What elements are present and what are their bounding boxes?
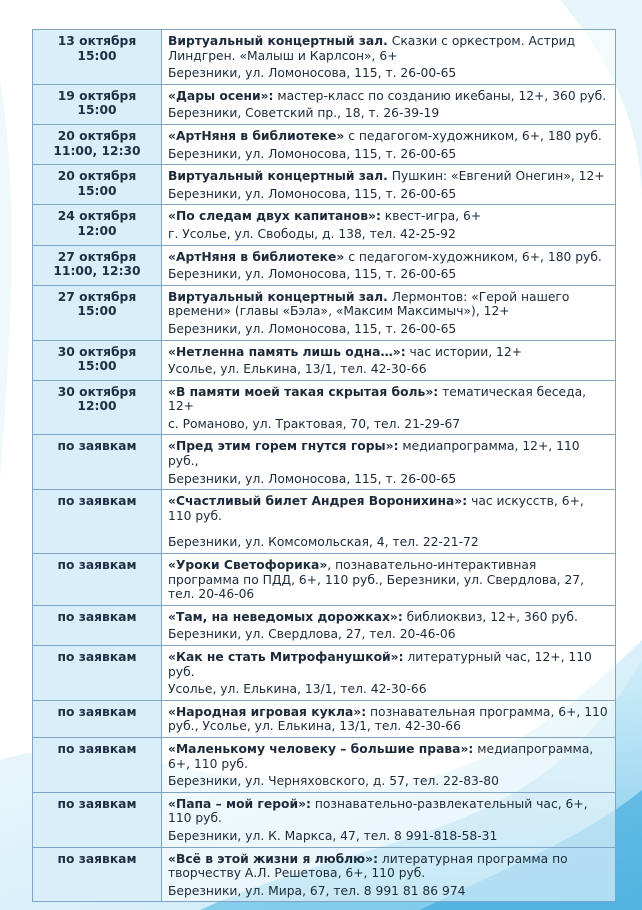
event-address: Усолье, ул. Елькина, 13/1, тел. 42-30-66: [168, 682, 427, 697]
event-row: [33, 124, 616, 164]
event-details: тематическая беседа, 12+: [168, 384, 587, 414]
event-description-cell: [162, 847, 616, 902]
event-title: «Как не стать Митрофанушкой»:: [168, 650, 404, 664]
event-description: [168, 610, 609, 625]
event-row: [33, 554, 616, 606]
event-title: «Уроки Светофорика»: [168, 558, 328, 573]
event-description: [168, 558, 609, 602]
event-description-cell: [162, 700, 616, 737]
event-description: [168, 385, 609, 414]
event-address: г. Усолье, ул. Свободы, д. 138, тел. 42-25-92: [168, 226, 456, 241]
event-title: «Всё в этой жизни я люблю»:: [168, 851, 378, 866]
event-description-cell: [162, 605, 616, 645]
event-description: [168, 89, 609, 104]
event-date-cell: [33, 435, 162, 490]
event-date-cell: [33, 84, 162, 124]
event-description: [168, 439, 609, 468]
event-details: час истории, 12+: [405, 344, 523, 359]
event-title: «Дары осени»:: [168, 88, 274, 103]
event-row: [33, 435, 616, 490]
event-address: Березники, ул. Ломоносова, 115, т. 26-00-65: [168, 321, 457, 336]
event-details: познавательно-развлекательный час, 6+, 110 руб.: [168, 796, 588, 826]
event-row: [33, 340, 616, 380]
event-row: [33, 490, 616, 554]
event-title: «АртНяня в библиотеке»: [168, 128, 345, 143]
event-title: «Папа – мой герой»:: [168, 796, 311, 811]
event-row: [33, 380, 616, 435]
event-row: [33, 205, 616, 245]
event-details: с педагогом-художником, 6+, 180 руб.: [344, 128, 602, 143]
event-description-cell: [162, 646, 616, 701]
event-row: [33, 847, 616, 902]
event-date-cell: [33, 30, 162, 85]
event-description: [168, 129, 609, 144]
event-address: Березники, Советский пр., 18, т. 26-39-19: [168, 106, 440, 121]
event-date: по заявкам: [57, 439, 137, 454]
event-title: Виртуальный концертный зал.: [168, 289, 388, 304]
event-address: Березники, ул. Ломоносова, 115, т. 26-00-65: [168, 146, 457, 161]
event-details: квест-игра, 6+: [380, 209, 482, 224]
event-date-cell: [33, 737, 162, 792]
event-row: [33, 792, 616, 847]
event-title: «АртНяня в библиотеке»: [168, 249, 345, 264]
event-date-cell: [33, 285, 162, 340]
event-address: с. Романово, ул. Трактовая, 70, тел. 21-29-67: [168, 416, 461, 431]
event-description-cell: [162, 165, 616, 205]
event-date: по заявкам: [57, 558, 137, 573]
event-address: Березники, ул. Ломоносова, 115, т. 26-00-65: [168, 471, 457, 486]
event-details: медиапрограмма, 12+, 110 руб.,: [168, 439, 580, 469]
event-title: «Счастливый билет Андрея Воронихина»:: [168, 494, 468, 509]
event-date-cell: [33, 205, 162, 245]
event-time: 11:00, 12:30: [53, 143, 141, 158]
event-address: Березники, ул. Комсомольская, 4, тел. 22-21-72: [168, 535, 479, 550]
event-date: 24 октября: [57, 209, 137, 224]
event-date: по заявкам: [57, 650, 137, 664]
event-details: познавательная программа, 6+, 110 руб., Усолье, ул. Елькина, 13/1, тел. 42-30-66: [168, 704, 608, 734]
event-description-cell: [162, 554, 616, 606]
event-description: [168, 169, 609, 184]
event-description-cell: [162, 340, 616, 380]
event-date-cell: [33, 490, 162, 554]
event-description: [168, 34, 609, 63]
event-description: [168, 742, 609, 771]
event-time: 15:00: [77, 183, 117, 198]
event-date: 30 октября: [57, 384, 137, 399]
event-details: литературный час, 12+, 110 руб.: [168, 650, 592, 679]
event-date-cell: [33, 646, 162, 701]
event-details: литературная программа по творчеству А.Л. Решетова, 6+, 110 руб.: [168, 851, 568, 881]
event-details: Пушкин: «Евгений Онегин», 12+: [387, 169, 605, 184]
event-row: [33, 285, 616, 340]
event-description-cell: [162, 490, 616, 554]
event-details: медиапрограмма, 6+, 110 руб.: [168, 741, 594, 771]
event-time: 12:00: [77, 399, 117, 414]
event-address: Березники, ул. К. Маркса, 47, тел. 8 991-818-58-31: [168, 828, 498, 843]
event-description: [168, 250, 609, 265]
event-row: [33, 646, 616, 701]
event-row: [33, 30, 616, 85]
event-title: «Народная игровая кукла»:: [168, 704, 367, 719]
event-description: [168, 494, 609, 523]
event-description: [168, 650, 609, 679]
event-date: по заявкам: [57, 851, 137, 866]
event-row: [33, 245, 616, 285]
event-date-cell: [33, 605, 162, 645]
event-description-cell: [162, 380, 616, 435]
event-time: 15:00: [77, 359, 117, 374]
event-title: Виртуальный концертный зал.: [168, 169, 388, 184]
event-date: 30 октября: [57, 344, 137, 359]
event-title: «По следам двух капитанов»:: [168, 209, 381, 224]
event-address: Березники, ул. Ломоносова, 115, т. 26-00-65: [168, 186, 457, 201]
event-date-cell: [33, 165, 162, 205]
event-date: 20 октября: [57, 128, 137, 143]
event-date-cell: [33, 380, 162, 435]
event-description: [168, 797, 609, 826]
event-details: мастер-класс по созданию икебаны, 12+, 360 руб.: [273, 88, 607, 103]
event-date: 13 октября: [57, 34, 137, 48]
event-date: по заявкам: [57, 741, 137, 756]
event-title: «Там, на неведомых дорожках»:: [168, 609, 403, 624]
event-description: [168, 852, 609, 881]
event-date-cell: [33, 245, 162, 285]
event-row: [33, 165, 616, 205]
event-date-cell: [33, 340, 162, 380]
event-details: с педагогом-художником, 6+, 180 руб.: [344, 249, 602, 264]
event-row: [33, 84, 616, 124]
event-title: Виртуальный концертный зал.: [168, 34, 388, 48]
event-title: «Маленькому человеку – большие права»:: [168, 741, 474, 756]
event-date: 27 октября: [57, 289, 137, 304]
event-description-cell: [162, 285, 616, 340]
event-description-cell: [162, 792, 616, 847]
event-description-cell: [162, 435, 616, 490]
event-description: [168, 209, 609, 224]
events-schedule-table: [32, 29, 616, 902]
event-date-cell: [33, 847, 162, 902]
event-date: 27 октября: [57, 249, 137, 264]
event-address: Березники, ул. Мира, 67, тел. 8 991 81 86 974: [168, 883, 466, 898]
event-date: по заявкам: [57, 796, 137, 811]
event-date-cell: [33, 700, 162, 737]
event-time: 11:00, 12:30: [53, 264, 141, 279]
event-details: , познавательно-интерактивная программа по ПДД, 6+, 110 руб., Березники, ул. Свердлова, 27, тел. 20-46-06: [168, 558, 585, 602]
event-title: «Нетленна память лишь одна…»:: [168, 344, 406, 359]
event-date-cell: [33, 554, 162, 606]
event-row: [33, 737, 616, 792]
event-description-cell: [162, 124, 616, 164]
event-time: 12:00: [77, 223, 117, 238]
event-details: Лермонтов: «Герой нашего времени» (главы «Бэла», «Максим Максимыч»), 12+: [168, 289, 570, 319]
event-time: 15:00: [77, 48, 117, 63]
event-description: [168, 705, 609, 734]
event-title: «Пред этим горем гнутся горы»:: [168, 439, 399, 454]
event-date: по заявкам: [57, 494, 137, 509]
event-date-cell: [33, 124, 162, 164]
event-date: 19 октября: [57, 88, 137, 103]
event-address: Березники, ул. Черняховского, д. 57, тел. 22-83-80: [168, 774, 499, 789]
event-description: [168, 290, 609, 319]
event-details: час искусств, 6+, 110 руб.: [168, 494, 584, 523]
event-time: 15:00: [77, 103, 117, 118]
event-description-cell: [162, 205, 616, 245]
event-description-cell: [162, 84, 616, 124]
event-title: «В памяти моей такая скрытая боль»:: [168, 384, 439, 399]
event-description-cell: [162, 737, 616, 792]
event-time: 15:00: [77, 304, 117, 319]
event-details: библиоквиз, 12+, 360 руб.: [402, 609, 578, 624]
event-description: [168, 345, 609, 360]
event-details: Сказки с оркестром. Астрид Линдгрен. «Малыш и Карлсон», 6+: [168, 34, 576, 63]
event-description-cell: [162, 245, 616, 285]
event-address: Усолье, ул. Елькина, 13/1, тел. 42-30-66: [168, 362, 427, 377]
event-row: [33, 605, 616, 645]
event-date: по заявкам: [57, 609, 137, 624]
event-date: 20 октября: [57, 169, 137, 184]
event-address: Березники, ул. Ломоносова, 115, т. 26-00-65: [168, 66, 457, 81]
event-date-cell: [33, 792, 162, 847]
event-address: Березники, ул. Ломоносова, 115, т. 26-00-65: [168, 267, 457, 282]
event-date: по заявкам: [57, 704, 137, 719]
event-row: [33, 700, 616, 737]
event-description-cell: [162, 30, 616, 85]
event-address: Березники, ул. Свердлова, 27, тел. 20-46-06: [168, 627, 456, 642]
